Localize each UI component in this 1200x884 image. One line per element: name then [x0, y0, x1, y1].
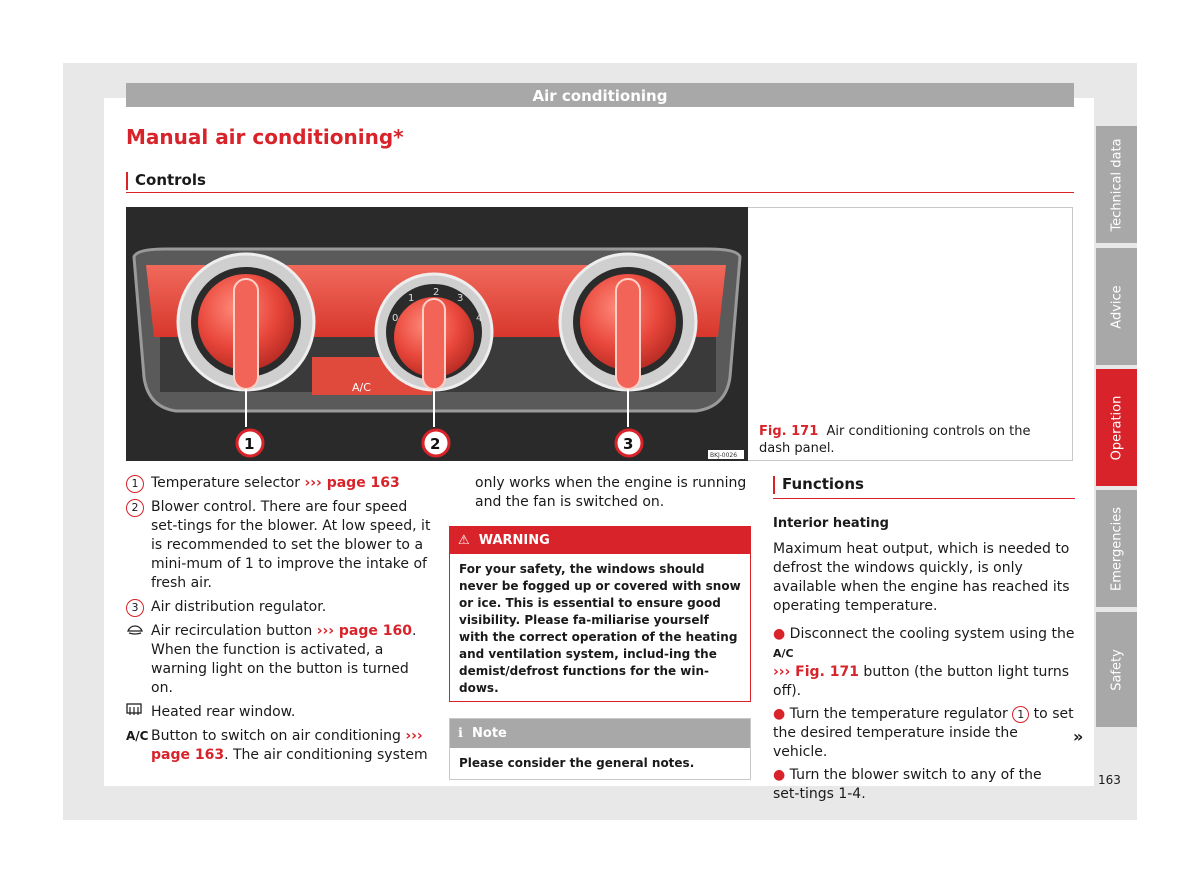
blower-0: 0	[392, 313, 399, 324]
blower-4: 4	[476, 313, 483, 324]
legend-marker-2: 2	[126, 499, 144, 517]
middle-column	[449, 474, 751, 780]
warning-text: For your safety, the windows should never be fogged up or covered with snow or ice. This is essential to ensure good visibility. Please fa-miliarise yourself with the correct operation of the heating and ventilation system, includ-ing the demist/defrost functions for the win-dows.	[459, 562, 741, 695]
ac-label: A/C	[352, 381, 371, 394]
continue-icon: »	[1073, 727, 1084, 746]
instruction-bullet: ● Disconnect the cooling system using the A/C ››› Fig. 171 button (the button light turns off).	[773, 626, 1075, 699]
ac-panel-illustration	[126, 207, 748, 461]
page-link[interactable]: ››› page 160	[316, 623, 412, 639]
callout-1	[237, 430, 263, 456]
bullet-dot: ●	[773, 706, 786, 722]
legend-item: 1 Temperature selector ››› page 163	[126, 474, 431, 493]
svg-text:3: 3	[623, 435, 634, 453]
ac-symbol: A/C	[773, 647, 794, 660]
interior-heating-heading: Interior heating	[773, 516, 889, 531]
tab-technical-data[interactable]: Technical data	[1096, 126, 1137, 243]
bullet-dot: ●	[773, 626, 786, 642]
page-link[interactable]: ››› page 163	[304, 475, 400, 491]
instruction-bullet: ● Turn the blower switch to any of the set-tings 1-4.	[773, 767, 1042, 802]
tab-operation[interactable]: Operation	[1096, 369, 1137, 486]
heading-accent-bar	[126, 172, 128, 190]
info-icon: ℹ	[458, 726, 463, 741]
note-box	[449, 718, 751, 780]
warning-icon: ⚠	[458, 533, 470, 548]
section-heading-controls	[126, 170, 1074, 193]
section-heading-text: Controls	[135, 171, 206, 189]
blower-1: 1	[408, 293, 415, 304]
legend-marker-3: 3	[126, 599, 144, 617]
blower-2: 2	[433, 287, 440, 298]
figure-caption	[759, 423, 1059, 457]
figure-number: Fig. 171	[759, 424, 819, 439]
ac-controls-figure	[126, 207, 748, 461]
legend-item: 2 Blower control. There are four speed set-tings for the blower. At low speed, it is recommended to set the blower to a mini-mum of 1 to improve the intake of fresh air.	[126, 498, 431, 593]
legend-marker-1: 1	[126, 475, 144, 493]
bullet-dot: ●	[773, 767, 786, 783]
blower-3: 3	[457, 293, 464, 304]
page-title: Manual air conditioning*	[126, 125, 404, 149]
callout-2	[423, 430, 449, 456]
svg-text:2: 2	[430, 435, 441, 453]
legend-item: A/C Button to switch on air conditioning ››› page 163. The air conditioning system	[126, 728, 428, 763]
note-header: ℹ Note	[450, 719, 750, 748]
tab-safety[interactable]: Safety	[1096, 612, 1137, 727]
page-link[interactable]: ››› page 163	[151, 728, 423, 763]
figure-link[interactable]: ››› Fig. 171	[773, 664, 859, 680]
note-text: Please consider the general notes.	[459, 756, 695, 770]
warning-box	[449, 526, 751, 702]
svg-text:1: 1	[244, 435, 255, 453]
warning-header: ⚠ WARNING	[450, 527, 750, 554]
functions-column	[773, 474, 1075, 804]
ac-symbol: A/C	[126, 729, 149, 743]
rear-window-heating-icon	[126, 703, 142, 722]
tab-emergencies[interactable]: Emergencies	[1096, 490, 1137, 607]
instruction-bullet: ● Turn the temperature regulator 1 to set the desired temperature inside the vehicle.	[773, 706, 1074, 760]
legend-column	[126, 474, 431, 770]
legend-continued: only works when the engine is running and the fan is switched on.	[475, 475, 747, 510]
callout-3	[616, 430, 642, 456]
callout-ref-1: 1	[1012, 706, 1029, 723]
functions-heading: Functions	[773, 474, 1075, 499]
tab-advice[interactable]: Advice	[1096, 248, 1137, 365]
chapter-header: Air conditioning	[126, 83, 1074, 107]
figure-caption-text: Air conditioning controls on the dash panel.	[759, 424, 1031, 456]
heading-accent-bar	[773, 476, 775, 494]
legend-item: Air recirculation button ››› page 160. When the function is activated, a warning light on the button is turned on.	[126, 622, 431, 698]
figure-code: BKJ-0026	[710, 452, 738, 459]
intro-paragraph: Maximum heat output, which is needed to defrost the windows quickly, is only available when the engine has reached its operating temperature.	[773, 541, 1070, 614]
legend-item: 3 Air distribution regulator.	[126, 598, 431, 617]
page-number: 163	[1098, 773, 1121, 787]
legend-item: Heated rear window.	[126, 703, 431, 722]
recirculation-icon	[126, 622, 144, 641]
